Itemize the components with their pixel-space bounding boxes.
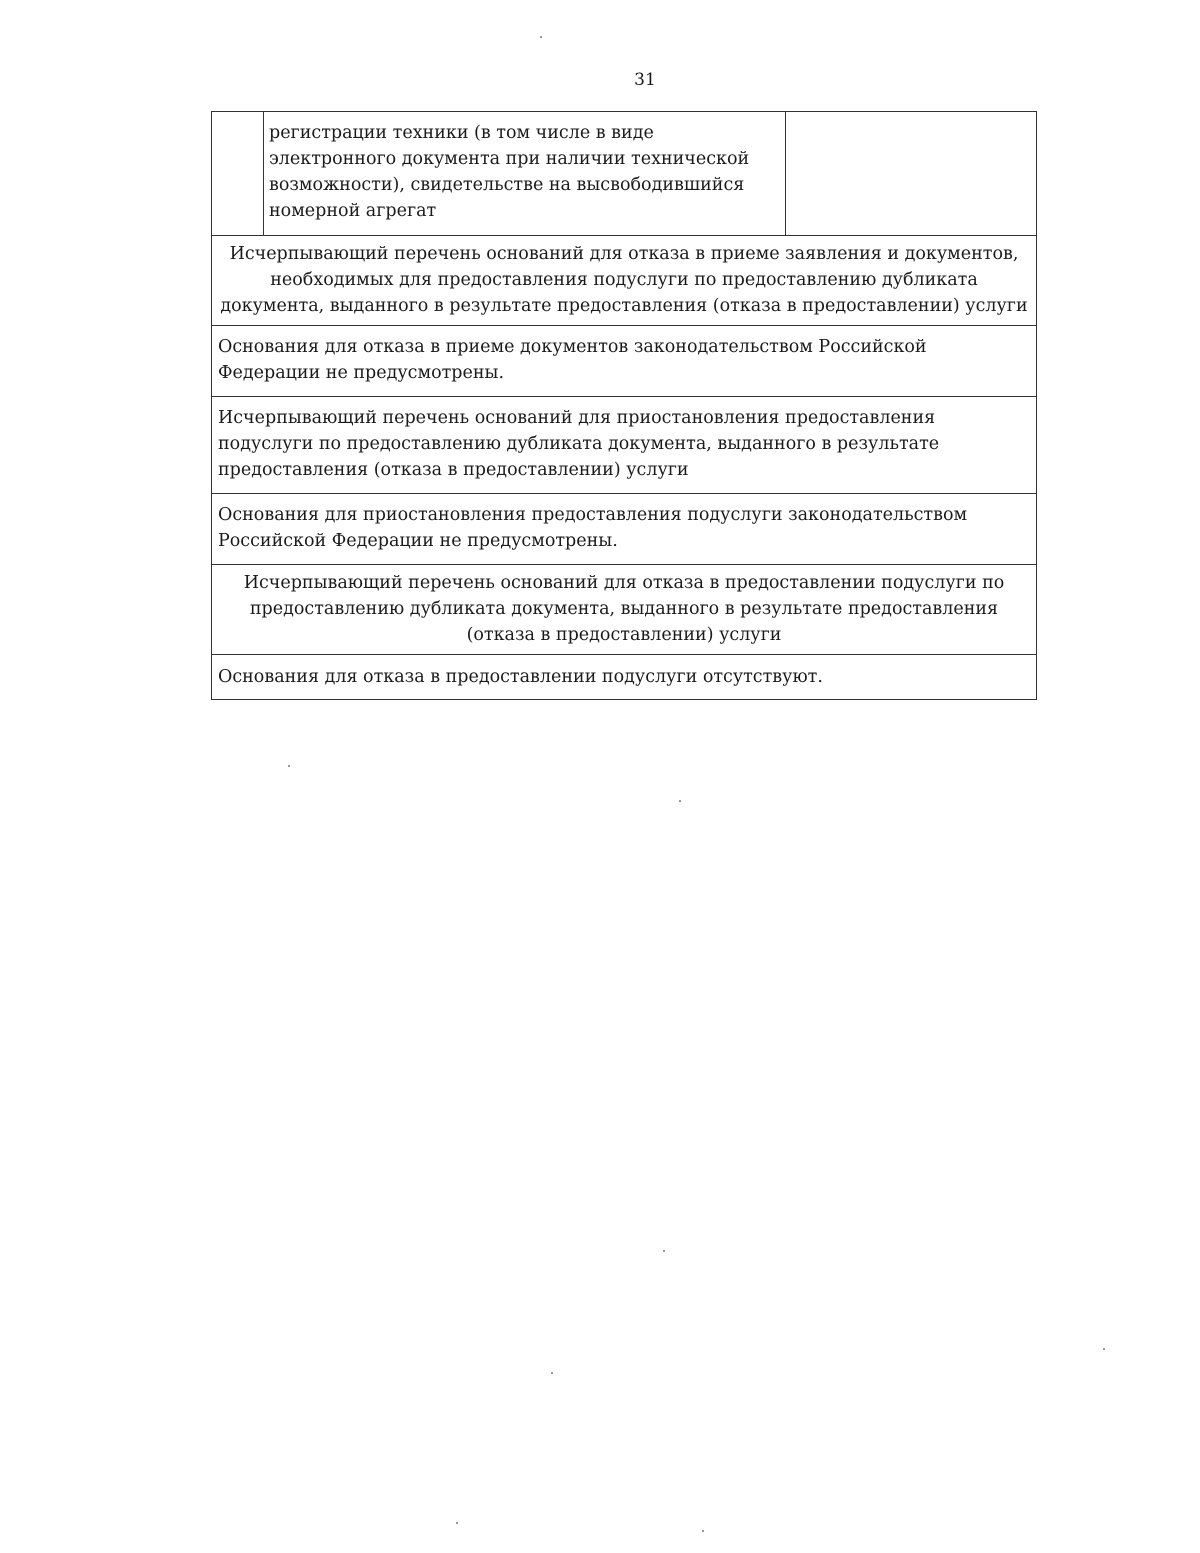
scan-speck [663,1250,665,1252]
scan-speck [288,765,290,767]
table-cell-number [212,112,264,236]
section-heading-row [212,236,1037,326]
section-heading: Исчерпывающий перечень оснований для отказа в приеме заявления и документов, необходимых для предоставления подуслуги по предоставлению дубликата документа, выданного в результате предоставления (отказа в предоставлении) услуги [212,236,1037,326]
section-body-row [212,494,1037,565]
section-body-row [212,326,1037,397]
section-heading-row [212,565,1037,655]
table-row [212,112,1037,236]
scan-speck [540,36,542,38]
section-body: Основания для приостановления предоставления подуслуги законодательством Российской Федерации не предусмотрены. [212,494,1037,565]
scan-speck [702,1530,704,1532]
scan-speck [551,1372,553,1374]
table-cell-empty [786,112,1037,236]
scan-speck [679,800,681,802]
section-body-row [212,655,1037,700]
section-heading: Исчерпывающий перечень оснований для приостановления предоставления подуслуги по предоставлению дубликата документа, выданного в результате предоставления (отказа в предоставлении) услуги [212,397,1037,494]
section-body: Основания для отказа в предоставлении подуслуги отсутствуют. [212,655,1037,700]
section-body: Основания для отказа в приеме документов законодательством Российской Федерации не предусмотрены. [212,326,1037,397]
table-cell-description: регистрации техники (в том числе в виде электронного документа при наличии технической возможности), свидетельстве на высвободившийся номерной агрегат [264,112,786,236]
section-heading-row [212,397,1037,494]
scan-speck [456,1522,458,1524]
scan-speck [1103,1348,1105,1350]
section-heading: Исчерпывающий перечень оснований для отказа в предоставлении подуслуги по предоставлению дубликата документа, выданного в результате предоставления (отказа в предоставлении) услуги [212,565,1037,655]
page-number: 31 [634,70,656,90]
document-table [211,111,1037,700]
